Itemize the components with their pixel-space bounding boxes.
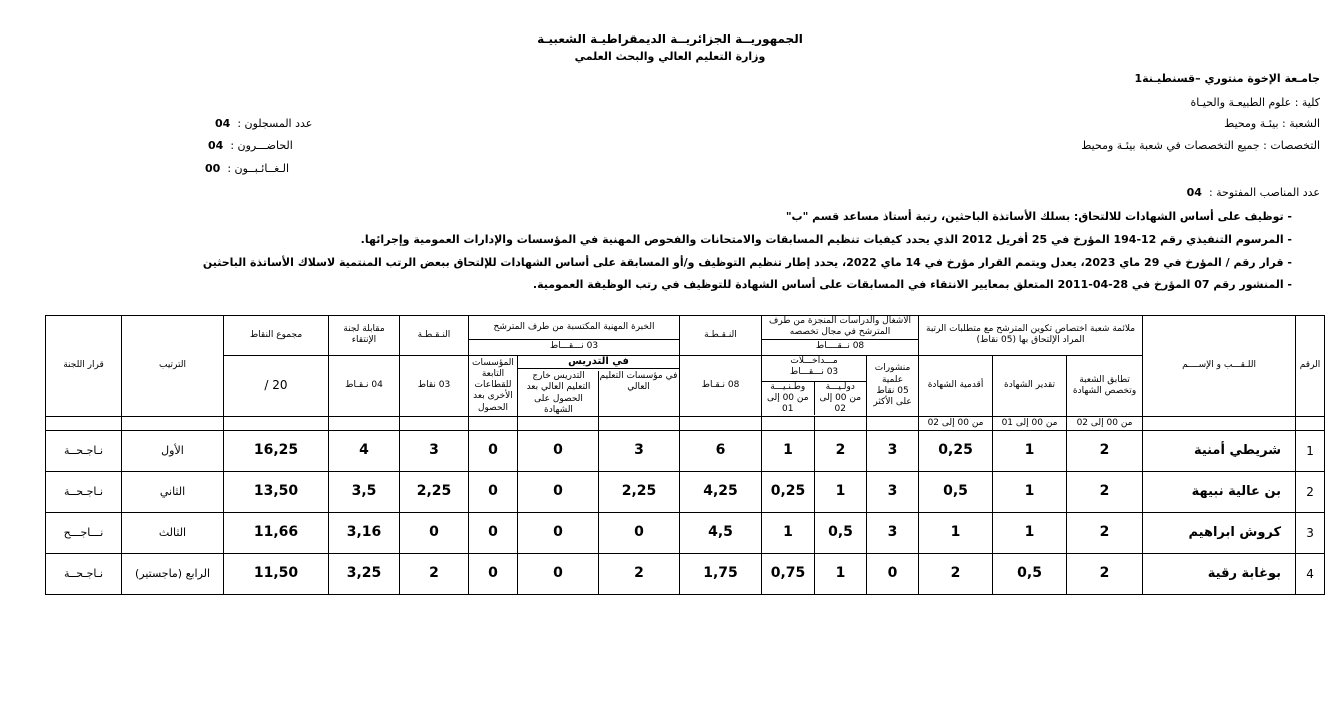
cell-g2tot: 6 [680,431,762,472]
registered-count: عدد المسجلون : 04 [215,117,313,130]
g3-other-sectors: المؤسسات التابعة للقطاعات الأخرى بعد الحصول [469,355,518,417]
cell-g1c2: 0,5 [993,554,1067,595]
cell-pub: 0 [867,554,919,595]
cell-intl: 1 [815,472,867,513]
university-name: جامـعة الإخوة منتوري –قسنطيـنة1 [1134,72,1320,85]
cell-name: بوغابة رقية [1143,554,1296,595]
cell-g3c3: 0 [469,472,518,513]
cell-sum: 13,50 [224,472,329,513]
group2-total-header: النـقـطـة [680,316,762,356]
cell-g1c3: 0,25 [919,431,993,472]
cell-g1c1: 2 [1067,513,1143,554]
faculty-name: كلية : علوم الطبيعـة والحيـاة [1190,96,1320,109]
cell-g2tot: 1,75 [680,554,762,595]
cell-decision: نـاجـحــة [46,554,122,595]
cell-natl: 1 [762,513,815,554]
cell-g2tot: 4,5 [680,513,762,554]
cell-num: 2 [1296,472,1325,513]
results-table [45,315,1325,595]
g1-grade-range: من 00 إلى 01 [993,417,1067,431]
g1-branch-range: من 00 إلى 02 [1067,417,1143,431]
cell-decision: نـاجـحــة [46,431,122,472]
cell-g2tot: 4,25 [680,472,762,513]
cell-g1c3: 0,5 [919,472,993,513]
cell-pub: 3 [867,472,919,513]
cell-name: شريطي أمنية [1143,431,1296,472]
cell-g3tot: 0 [400,513,469,554]
cell-g1c2: 1 [993,513,1067,554]
g3-teaching: في التدريس في مؤسسات التعليم العالي التدريس خارج التعليم العالي بعد الحصول على الشهادة [518,355,680,417]
interview-header: مقابلة لجنة الإنتقاء [329,316,400,356]
cell-sum: 16,25 [224,431,329,472]
g1-seniority-range: من 00 إلى 02 [919,417,993,431]
cell-natl: 1 [762,431,815,472]
g2-international: دولـيـــة من 00 إلى 02 [814,382,867,416]
g1-grade: تقدير الشهادة [993,355,1067,417]
cell-intl: 0,5 [815,513,867,554]
cell-g3c2: 0 [518,554,599,595]
cell-num: 1 [1296,431,1325,472]
cell-decision: نـاجـحــة [46,472,122,513]
cell-g3tot: 3 [400,431,469,472]
cell-g1c3: 1 [919,513,993,554]
cell-interview: 3,16 [329,513,400,554]
col-number-header: الرقم [1296,316,1325,417]
cell-intl: 2 [815,431,867,472]
specialties: التخصصات : جميع التخصصات في شعبة بيئـة ومحيط [1081,139,1320,152]
g3-higher-education: في مؤسسات التعليم العالي [598,371,678,416]
cell-g3c1: 0 [599,513,680,554]
table-row [46,554,1325,595]
cell-natl: 0,25 [762,472,815,513]
cell-name: كروش ابراهيم [1143,513,1296,554]
cell-sum: 11,66 [224,513,329,554]
cell-g3c1: 2,25 [599,472,680,513]
cell-interview: 4 [329,431,400,472]
group2-header: الأشغال والدراسات المنجزة من طرف المترشح في مجال تخصصه [762,316,919,340]
g2-publications: منشورات علمية 05 نقاط على الأكثر [867,355,919,417]
sum-header: مجموع النقاط [224,316,329,356]
table-row [46,513,1325,554]
cell-g1c2: 1 [993,431,1067,472]
cell-num: 4 [1296,554,1325,595]
absent-count: الـغــائـبــون : 00 [205,162,290,175]
cell-sum: 11,50 [224,554,329,595]
g2-national: وطـنـيـــة من 00 إلى 01 [766,381,809,415]
rank-header: الترتيب [122,316,224,417]
col-name-header: اللـقـــب و الإســــم [1143,316,1296,417]
cell-pub: 3 [867,431,919,472]
table-row [46,431,1325,472]
republic-title: الجمهوريــة الجزائريــة الديمقراطيـة الشعبيـة [537,32,803,46]
cell-interview: 3,5 [329,472,400,513]
cell-g3c1: 2 [599,554,680,595]
bullet-3: - قرار رقم / المؤرخ في 29 ماي 2023، يعدل ويتمم القرار مؤرخ في 14 ماي 2022، يحدد إطار تنظيم التوظيف و/أو المسابقة على أساس الشهادات للإلتحاق ببعض الرتب المنتمية لاسلاك الأساتذة الباحثين [202,256,1292,269]
cell-interview: 3,25 [329,554,400,595]
present-count: الحاضـــرون : 04 [208,139,293,152]
cell-g3c2: 0 [518,513,599,554]
cell-g3tot: 2,25 [400,472,469,513]
g1-seniority: أقدمية الشهادة [919,355,993,417]
group3-total-header: النـقـطـة [400,316,469,356]
cell-rank: الثاني [122,472,224,513]
cell-g3c2: 0 [518,431,599,472]
bullet-2: - المرسوم التنفيذي رقم 12-194 المؤرخ في 25 أفريل 2012 الذي يحدد كيفيات تنظيم المسابقات والامتحانات والفحوص المهنية في المؤسسات والإدارات العمومية وإجرائها. [360,233,1292,246]
group1-header: ملائمة شعبة اختصاص تكوين المترشح مع متطلبات الرتبة المراد الإلتحاق بها (05 نقاط) [919,316,1143,356]
cell-g3tot: 2 [400,554,469,595]
cell-intl: 1 [815,554,867,595]
cell-g3c2: 0 [518,472,599,513]
cell-g1c2: 1 [993,472,1067,513]
table-row [46,472,1325,513]
cell-num: 3 [1296,513,1325,554]
cell-rank: الأول [122,431,224,472]
cell-g3c3: 0 [469,554,518,595]
cell-pub: 3 [867,513,919,554]
branch-name: الشعبة : بيئـة ومحيط [1224,117,1320,130]
open-positions: عدد المناصب المفتوحة : 04 [1186,186,1320,199]
cell-decision: نـــاجـــح [46,513,122,554]
sum-max: 20 / [224,355,329,417]
g3-outside-higher-education: التدريس خارج التعليم العالي بعد الحصول على الشهادة [526,371,591,415]
cell-g3c3: 0 [469,513,518,554]
cell-g1c3: 2 [919,554,993,595]
cell-g1c1: 2 [1067,472,1143,513]
cell-g3c1: 3 [599,431,680,472]
interview-max: 04 نـقـاط [329,355,400,417]
g2-communications: مـــداخـــلات 03 نـــقـــاط دولـيـــة من 00 إلى 02 وطـنـيـــة من 00 إلى 01 [762,355,867,417]
group2-points: 08 نــقــــاط [762,339,919,355]
cell-g1c1: 2 [1067,431,1143,472]
g2-total-max: 08 نـقـاط [680,355,762,417]
cell-rank: الرابع (ماجستير) [122,554,224,595]
group3-points: 03 نـــقـــاط [469,339,680,355]
cell-name: بن عالية نبيهة [1143,472,1296,513]
group3-header: الخبرة المهنية المكتسبة من طرف المترشح [469,316,680,340]
g3-total-max: 03 نقاط [400,355,469,417]
cell-g1c1: 2 [1067,554,1143,595]
ministry-title: وزارة التعليم العالي والبحث العلمي [574,50,766,63]
decision-header: قرار اللجنة [46,316,122,417]
cell-natl: 0,75 [762,554,815,595]
cell-g3c3: 0 [469,431,518,472]
g1-branch-match: تطابق الشعبة وتخصص الشهادة [1067,355,1143,417]
cell-rank: الثالث [122,513,224,554]
bullet-4: - المنشور رقم 07 المؤرخ في 28-04-2011 المتعلق بمعايير الانتقاء في المسابقات على أساس الشهادة للتوظيف في رتب الوظيفة العمومية. [532,278,1292,291]
bullet-1: - توظيف على أساس الشهادات للالتحاق: بسلك الأساتذة الباحثين، رتبة أستاذ مساعد قسم "ب" [785,210,1292,223]
